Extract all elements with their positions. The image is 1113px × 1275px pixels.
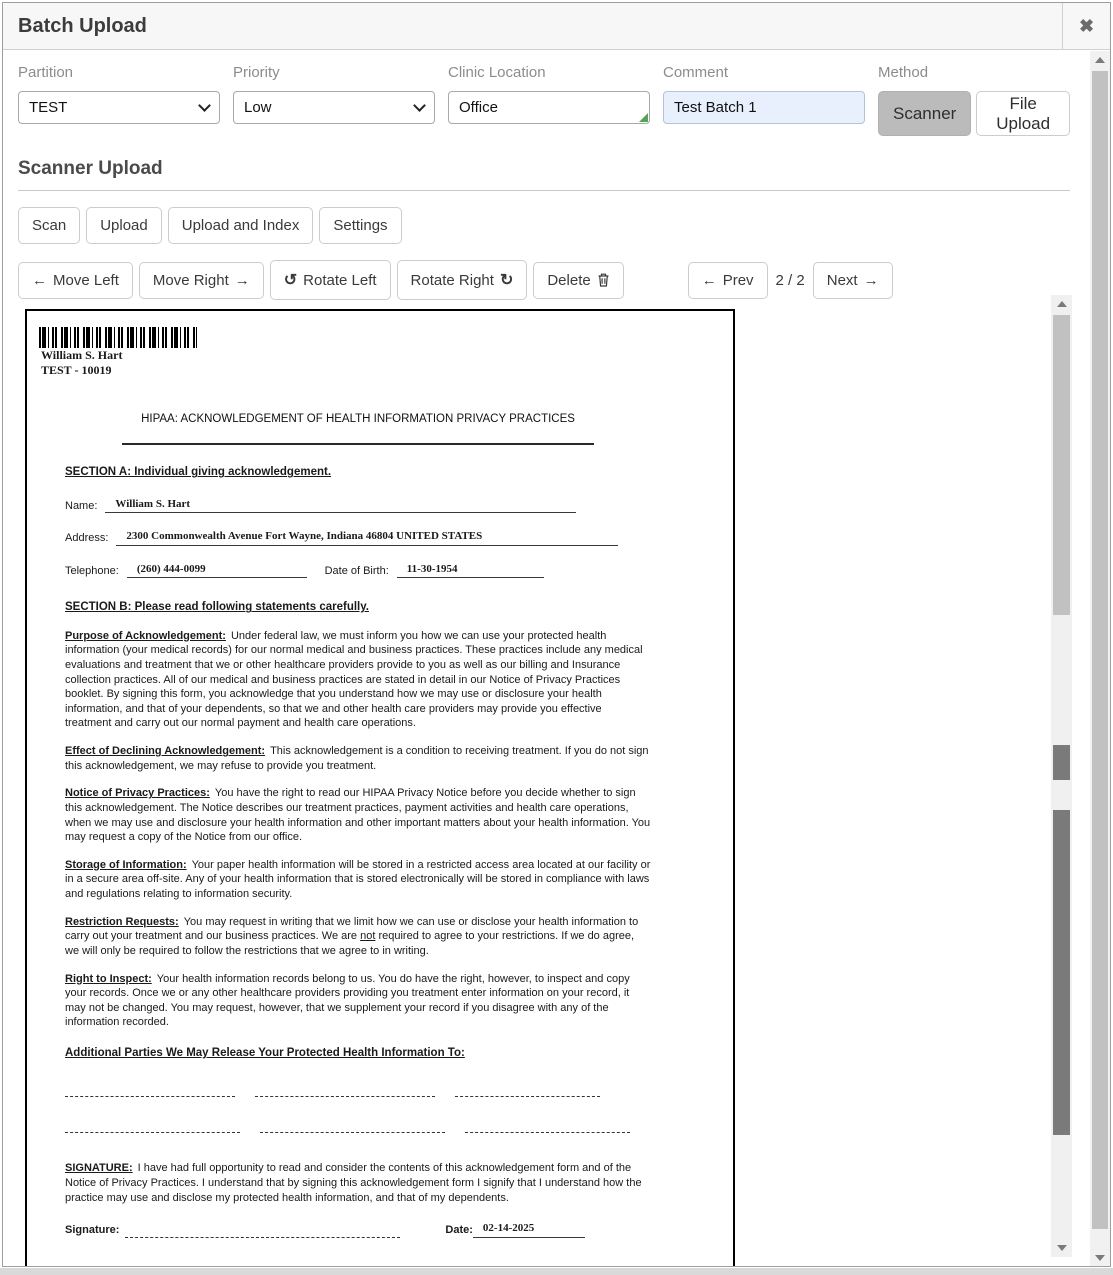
comment-label: Comment <box>663 64 729 81</box>
clinic-location-field <box>448 64 650 124</box>
purpose-text: Under federal law, we must inform you how we can use your protected health information (your medical records) for our normal medical and business practices. These practices include any medical evaluations and treatment that we or other healthcare providers provide to you as well as our billing and Insurance collection practices. All of our medical and business practices are stated in detail in our Notice of Privacy Practices booklet. By signing this form, you acknowledge that you understand how we may use or disclosure your health information, and that of your dependents, so that we and other health care providers may provide you effective treatment and carry out our normal payment and health care operations. <box>65 629 643 730</box>
settings-button[interactable]: Settings <box>319 207 401 244</box>
right-to-inspect-paragraph <box>65 972 651 1031</box>
notice-lead: Notice of Privacy Practices: <box>65 787 210 800</box>
blank-line <box>65 1087 235 1097</box>
arrow-right-icon: → <box>234 271 250 289</box>
effect-lead: Effect of Declining Acknowledgement: <box>65 745 266 758</box>
clinic-location-wrap <box>448 91 650 124</box>
move-left-label: Move Left <box>53 271 119 289</box>
scroll-up-icon[interactable] <box>1051 295 1072 313</box>
delete-button[interactable] <box>533 262 623 299</box>
scroll-up-icon[interactable] <box>1090 51 1110 69</box>
partition-field <box>18 64 220 124</box>
comment-field <box>663 64 865 124</box>
trash-icon <box>597 273 610 287</box>
rotate-right-icon: ↻ <box>499 272 514 289</box>
blank-line <box>455 1087 600 1097</box>
date-rule <box>540 1237 585 1238</box>
signature-label: Signature: <box>65 1224 120 1237</box>
delete-label: Delete <box>547 271 591 289</box>
storage-lead: Storage of Information: <box>65 858 187 871</box>
address-rule <box>488 545 618 546</box>
prev-page-button[interactable] <box>688 262 768 299</box>
document-content <box>27 311 733 1238</box>
name-line <box>65 497 651 514</box>
rotate-left-label: Rotate Left <box>303 271 377 289</box>
effect-text: This acknowledgement is a condition to receiving treatment. If you do not sign this acknowledgement, we may refuse to provide you treatment. <box>65 745 649 772</box>
notice-paragraph <box>65 786 651 845</box>
partition-label: Partition <box>18 64 74 81</box>
resize-handle-icon[interactable] <box>639 113 648 122</box>
signature-rule <box>125 1228 400 1238</box>
modal-scrollbar-thumb[interactable] <box>1092 71 1108 1229</box>
method-scanner-button[interactable]: Scanner <box>878 91 971 136</box>
preview-scrollbar[interactable] <box>1051 295 1072 1257</box>
page-toolbar-row <box>18 260 1070 300</box>
arrow-left-icon: ← <box>701 271 717 289</box>
preview-scrollbar-thumb[interactable] <box>1053 315 1070 615</box>
scan-button[interactable]: Scan <box>18 207 80 244</box>
effect-paragraph <box>65 744 651 773</box>
method-label: Method <box>878 64 929 81</box>
comment-input[interactable] <box>663 91 865 124</box>
modal-header <box>3 3 1110 50</box>
section-a-heading: SECTION A: Individual giving acknowledgement. <box>65 466 332 479</box>
clinic-location-input[interactable] <box>448 91 650 124</box>
next-label: Next <box>826 271 858 289</box>
name-value: William S. Hart <box>105 497 196 514</box>
notice-text: You have the right to read our HIPAA Privacy Notice before you decide whether to sign this acknowledgement. The Notice describes our treatment practices, payment activities and health care operations, when we may use and disclosure your health information and other important matters about your health information. You may request a copy of the Notice from our office. <box>65 787 651 844</box>
additional-parties-blank-row-1 <box>65 1087 651 1097</box>
batch-form-row <box>18 64 1070 136</box>
chevron-down-icon <box>198 99 211 112</box>
next-page-button[interactable] <box>813 262 893 299</box>
right-to-inspect-text: Your health information records belong to us. You do have the right, however, to inspect and copy your records. Once we or any other healthcare providers providing you treatment enter information on your record, it may not be changed. You may request, however, that we supplement your record if you disagree with any of the information recorded. <box>65 972 630 1029</box>
close-icon: ✖ <box>1078 15 1095 36</box>
telephone-rule <box>212 577 307 578</box>
name-rule <box>196 512 576 513</box>
batch-upload-modal <box>2 2 1111 1267</box>
document-title: HIPAA: ACKNOWLEDGEMENT OF HEALTH INFORMATION PRIVACY PRACTICES <box>141 413 575 425</box>
modal-scrollbar[interactable] <box>1090 51 1110 1267</box>
arrow-right-icon: → <box>863 271 879 289</box>
signature-paragraph <box>65 1161 651 1205</box>
modal-title: Batch Upload <box>18 14 147 37</box>
scroll-down-icon[interactable] <box>1051 1239 1072 1257</box>
upload-and-index-button[interactable]: Upload and Index <box>168 207 314 244</box>
upload-button[interactable]: Upload <box>86 207 162 244</box>
scanned-document-page <box>25 309 735 1267</box>
phone-dob-line <box>65 562 651 579</box>
rotate-right-button[interactable] <box>397 260 528 300</box>
clinic-location-label: Clinic Location <box>448 64 546 81</box>
page-indicator: 2 / 2 <box>775 271 805 289</box>
restriction-underlined-word: not <box>360 930 376 943</box>
rotate-right-label: Rotate Right <box>410 271 494 289</box>
move-right-label: Move Right <box>152 271 229 289</box>
signature-line <box>65 1221 651 1238</box>
right-to-inspect-lead: Right to Inspect: <box>65 972 152 985</box>
address-label: Address: <box>65 532 109 545</box>
scan-actions-row <box>18 207 1070 244</box>
partition-select[interactable] <box>18 91 220 124</box>
document-preview-pane <box>18 309 1070 1267</box>
dob-label: Date of Birth: <box>324 564 389 577</box>
preview-scrollbar-segment[interactable] <box>1053 745 1070 780</box>
blank-line <box>465 1123 630 1133</box>
move-left-button[interactable] <box>18 262 133 299</box>
move-right-button[interactable] <box>139 262 264 299</box>
priority-label: Priority <box>233 64 280 81</box>
method-file-upload-button[interactable]: File Upload <box>976 91 1070 136</box>
scroll-down-icon[interactable] <box>1090 1249 1110 1267</box>
chevron-down-icon <box>413 99 426 112</box>
blank-line <box>255 1087 435 1097</box>
restriction-lead: Restriction Requests: <box>65 915 179 928</box>
telephone-label: Telephone: <box>65 564 119 577</box>
pager-group <box>688 262 893 299</box>
section-b-heading: SECTION B: Please read following statements carefully. <box>65 601 369 614</box>
arrow-left-icon: ← <box>32 271 47 289</box>
signature-lead: SIGNATURE: <box>65 1162 133 1175</box>
restriction-text-before: You may request in writing that we limit how we can use or disclose your health information to carry out your treatment and our business practices. We are <box>65 915 639 943</box>
scanner-upload-heading: Scanner Upload <box>18 158 163 179</box>
method-field <box>878 64 1070 136</box>
dob-rule <box>464 577 544 578</box>
address-line <box>65 529 651 546</box>
blank-line <box>260 1123 445 1133</box>
restriction-text-after: required to agree to your restrictions. If we do agree, we will only be required to follow the restrictions that we agree to in writing. <box>65 930 635 957</box>
additional-parties-heading: Additional Parties We May Release Your Protected Health Information To: <box>65 1047 465 1060</box>
modal-body <box>3 50 1110 1266</box>
title-rule <box>122 443 594 445</box>
method-group <box>878 91 1070 136</box>
rotate-left-button[interactable] <box>270 260 391 300</box>
partition-value: TEST <box>29 99 68 116</box>
storage-text: Your paper health information will be stored in a restricted access area located at our facility or in a secure area off-site. Any of your health information that is stored electronically will be stored in compliance with laws and regulations relating to information security. <box>65 858 651 901</box>
dob-value: 11-30-1954 <box>397 562 464 579</box>
telephone-value: (260) 444-0099 <box>127 562 212 579</box>
section-divider <box>18 190 1070 191</box>
document-patient-id: TEST - 10019 <box>41 363 112 377</box>
prev-label: Prev <box>722 271 754 289</box>
document-patient-name: William S. Hart <box>41 348 123 362</box>
barcode-image <box>39 327 197 348</box>
priority-field <box>233 64 435 124</box>
date-label: Date: <box>445 1224 473 1237</box>
blank-line <box>65 1123 240 1133</box>
purpose-lead: Purpose of Acknowledgement: <box>65 629 226 642</box>
purpose-paragraph <box>65 629 651 731</box>
signature-text: I have had full opportunity to read and consider the contents of this acknowledgement form and of the Notice of Privacy Practices. I understand that by signing this acknowledgement form I signify that I understand how the practice may use and disclose my protected health information, and that of my dependents. <box>65 1162 642 1204</box>
priority-value: Low <box>244 99 272 116</box>
priority-select[interactable] <box>233 91 435 124</box>
address-value: 2300 Commonwealth Avenue Fort Wayne, Indiana 46804 UNITED STATES <box>116 529 488 546</box>
storage-paragraph <box>65 858 651 902</box>
date-value: 02-14-2025 <box>473 1221 540 1238</box>
restriction-paragraph <box>65 915 651 959</box>
rotate-left-icon: ↺ <box>283 272 298 289</box>
preview-scrollbar-segment[interactable] <box>1053 810 1070 1135</box>
name-label: Name: <box>65 499 98 512</box>
close-button[interactable] <box>1062 3 1110 49</box>
page-background-strip <box>0 1268 1113 1275</box>
additional-parties-blank-row-2 <box>65 1123 651 1133</box>
